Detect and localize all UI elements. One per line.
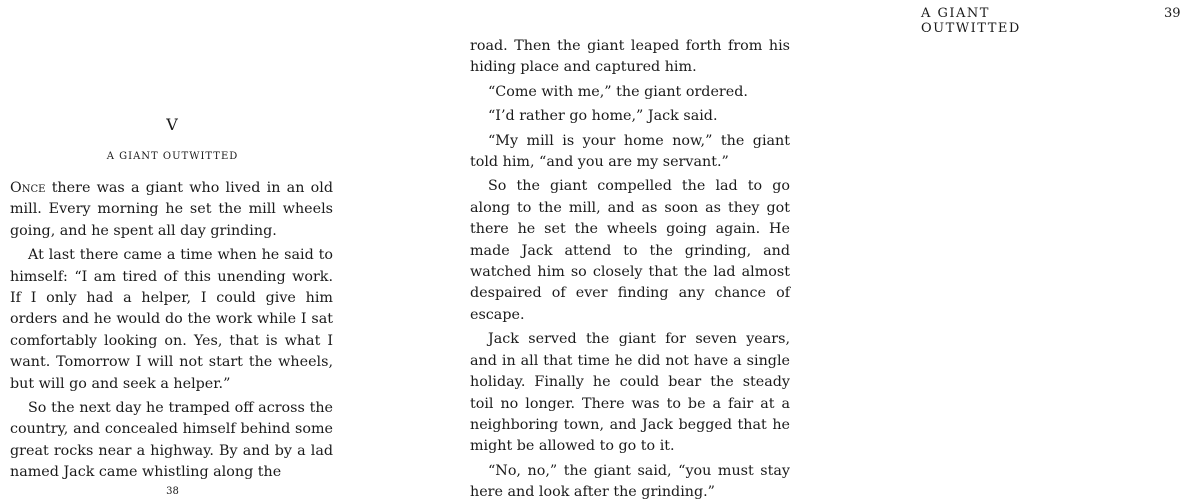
paragraph: “Come with me,” the giant ordered. [488,83,748,100]
paragraph: road. Then the giant leaped forth from his hiding place and captured him. [470,38,790,76]
paragraph: “My mill is your home now,” the giant told him, “and you are my servant.” [470,132,790,171]
right-body-text [470,36,790,504]
left-body-text [10,178,333,484]
paragraph-text: there was a giant who lived in an old mill. Every morning he set the mill wheels going, and he spent all day grinding. [10,180,333,239]
running-head: A GIANT OUTWITTED [921,6,1021,36]
page-number: 38 [166,486,179,497]
chapter-number: V [166,115,179,134]
left-page [0,0,398,503]
chapter-title: A GIANT OUTWITTED [106,151,239,162]
page-number: 39 [1164,6,1181,21]
paragraph: “I’d rather go home,” Jack said. [488,108,718,125]
paragraph-lead-word: Once [10,180,46,196]
paragraph: Jack served the giant for seven years, and in all that time he did not have a single holiday. Finally he could bear the steady toil no longer. There was to be a fair at a neighboring town, and Jack begged that he might be allowed to go to it. [470,331,790,455]
paragraph [10,178,333,242]
paragraph: So the giant compelled the lad to go along to the mill, and as soon as they got there he set the wheels going again. He made Jack attend to the grinding, and watched him so closely that the lad almost despaired of ever finding any chance of escape. [470,178,790,323]
paragraph: At last there came a time when he said to himself: “I am tired of this unending work. If I only had a helper, I could give him orders and he would do the work while I sat comfortably looking on. Yes, that is what I want. Tomorrow I will not start the wheels, but will go and seek a helper.” [10,247,333,392]
paragraph: “No, no,” the giant said, “you must stay here and look after the grinding.” [470,462,790,501]
paragraph: So the next day he tramped off across the country, and concealed himself behind some great rocks near a highway. By and by a lad named Jack came whistling along the [10,400,333,481]
